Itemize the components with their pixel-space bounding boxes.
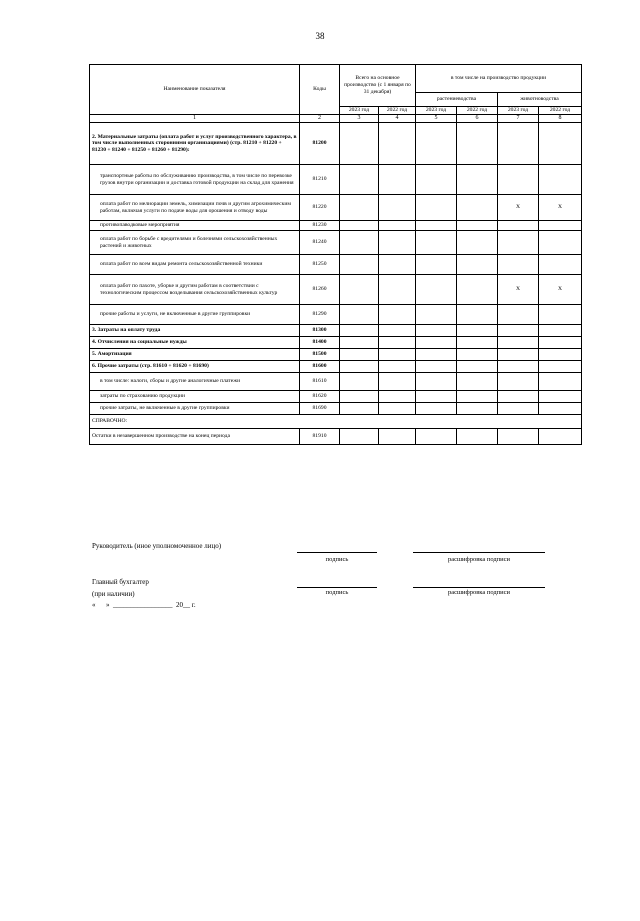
value-cell[interactable] [340,325,379,337]
value-cell[interactable] [539,361,582,373]
head-label: Руководитель (иное уполномоченное лицо) [92,542,222,550]
header-name: Наименование показателя [90,65,300,115]
row-name: Остатки в незавершенном производстве на конец периода [90,429,300,445]
row-code: 81600 [300,361,340,373]
table-row-81260 [90,275,582,305]
page-number: 38 [315,31,325,41]
col-number: 4 [379,115,416,123]
value-cell[interactable] [457,429,498,445]
value-cell[interactable] [498,221,539,231]
value-cell[interactable] [457,391,498,403]
head-sign-caption: подпись [325,556,349,563]
col-number: 8 [539,115,582,123]
value-cell[interactable] [457,195,498,221]
value-cell[interactable] [539,349,582,361]
value-cell[interactable] [340,403,379,415]
reference-title: СПРАВОЧНО: [90,415,582,429]
value-cell[interactable] [457,275,498,305]
row-code: 81300 [300,325,340,337]
table-row-81500 [90,349,582,361]
value-cell[interactable] [457,337,498,349]
table-row-81230 [90,221,582,231]
header-livestock-2023: 2023 год [498,107,539,115]
value-cell[interactable] [498,349,539,361]
table-row-81400 [90,337,582,349]
value-cell[interactable] [416,275,457,305]
row-name: 2. Материальные затраты (оплата работ и услуг производственного характера, в том числе выполненных сторонними организациями) (стр. 81210 + 81220 + 81230 + 81240 + 81250 + 81260 + 81290): [90,123,300,165]
value-cell[interactable] [416,337,457,349]
row-name: оплата работ по борьбе с вредителями и болезнями сельскохозяйственных растений и животных [90,231,300,255]
value-cell[interactable] [340,429,379,445]
value-cell[interactable] [340,123,379,165]
header-livestock: животноводства [498,93,582,107]
value-cell[interactable] [539,123,582,165]
col-number: 7 [498,115,539,123]
header-total-2022: 2022 год [379,107,416,115]
value-cell[interactable] [416,123,457,165]
value-cell[interactable] [416,325,457,337]
value-cell[interactable] [498,403,539,415]
chief-accountant-note: (при наличии) [92,590,135,598]
value-cell[interactable] [379,255,416,275]
row-code: 81240 [300,231,340,255]
value-cell[interactable] [498,391,539,403]
header-crop: растениеводства [416,93,498,107]
value-cell[interactable] [416,391,457,403]
chief-decode-caption: расшифровка подписи [447,589,511,596]
chief-decode-line[interactable] [413,587,545,588]
col-number: 3 [340,115,379,123]
col-number: 2 [300,115,340,123]
head-decode-caption: расшифровка подписи [447,556,511,563]
date-line[interactable]: « » _________________ 20__ г. [92,601,196,609]
value-cell[interactable] [539,391,582,403]
value-cell[interactable] [498,429,539,445]
value-cell[interactable] [457,325,498,337]
value-cell[interactable] [457,403,498,415]
value-cell[interactable] [539,373,582,391]
header-total: Всего на основное производство (с 1 января по 31 декабря) [340,65,416,107]
table-row-81200 [90,123,582,165]
value-cell[interactable] [340,305,379,325]
value-cell[interactable]: X [498,195,539,221]
row-name: оплата работ по мелиорации земель, химизации почв и другим агрохимическим работам, включая услуги по подаче воды для орошения и отводу воды [90,195,300,221]
value-cell[interactable] [457,255,498,275]
row-name: 3. Затраты на оплату труда [90,325,300,337]
value-cell[interactable] [539,403,582,415]
value-cell[interactable] [457,123,498,165]
value-cell[interactable] [498,255,539,275]
chief-sign-line[interactable] [297,587,377,588]
value-cell[interactable] [340,337,379,349]
value-cell[interactable] [340,231,379,255]
header-crop-2022: 2022 год [457,107,498,115]
row-name: 5. Амортизация [90,349,300,361]
header-livestock-2022: 2022 год [539,107,582,115]
value-cell[interactable] [416,429,457,445]
value-cell[interactable] [416,373,457,391]
value-cell[interactable] [539,337,582,349]
table-row-81290 [90,305,582,325]
row-code: 81230 [300,221,340,231]
value-cell[interactable] [379,221,416,231]
value-cell[interactable] [340,195,379,221]
value-cell[interactable] [539,221,582,231]
value-cell[interactable] [539,305,582,325]
head-sign-line[interactable] [297,552,377,553]
table-row-81610 [90,373,582,391]
row-name: оплата работ по пахоте, уборке и другим работам в соответствии с технологическим процессом возделывания сельскохозяйственных культур [90,275,300,305]
row-code: 81620 [300,391,340,403]
value-cell[interactable] [416,361,457,373]
row-name: транспортные работы по обслуживанию производства, в том числе по перевозке грузов внутри организации и доставка готовой продукции на склад для хранения [90,165,300,195]
value-cell[interactable] [539,429,582,445]
value-cell[interactable] [416,349,457,361]
value-cell[interactable] [379,325,416,337]
row-code: 81210 [300,165,340,195]
value-cell[interactable] [416,221,457,231]
row-name: 6. Прочие затраты (стр. 81610 + 81620 + 81690) [90,361,300,373]
value-cell[interactable] [379,337,416,349]
value-cell[interactable] [340,391,379,403]
value-cell[interactable] [379,361,416,373]
value-cell[interactable] [379,429,416,445]
value-cell[interactable] [379,349,416,361]
value-cell[interactable] [379,195,416,221]
header-incl: в том числе на производство продукции [416,65,582,93]
table-row-81210 [90,165,582,195]
value-cell[interactable] [457,349,498,361]
value-cell[interactable] [498,325,539,337]
cost-table [89,64,582,445]
value-cell[interactable] [379,275,416,305]
value-cell[interactable] [340,275,379,305]
table-row-81220 [90,195,582,221]
value-cell[interactable] [340,349,379,361]
row-name: прочие работы и услуги, не включенные в другие группировки [90,305,300,325]
value-cell[interactable] [498,305,539,325]
row-code: 81500 [300,349,340,361]
chief-accountant-label: Главный бухгалтер [92,578,149,586]
value-cell[interactable] [498,165,539,195]
row-name: в том числе: налоги, сборы и другие аналогичные платежи [90,373,300,391]
col-number: 1 [90,115,300,123]
value-cell[interactable] [457,231,498,255]
row-name: противопаводковые мероприятия [90,221,300,231]
head-decode-line[interactable] [413,552,545,553]
value-cell[interactable]: X [539,195,582,221]
value-cell[interactable] [457,305,498,325]
value-cell[interactable] [379,373,416,391]
value-cell[interactable] [379,231,416,255]
value-cell[interactable] [457,361,498,373]
row-code: 81220 [300,195,340,221]
value-cell[interactable] [340,165,379,195]
table-row-81910 [90,429,582,445]
value-cell[interactable] [539,231,582,255]
row-name: затраты по страхованию продукции [90,391,300,403]
value-cell[interactable] [498,231,539,255]
chief-sign-caption: подпись [325,589,349,596]
value-cell[interactable] [416,305,457,325]
value-cell[interactable] [340,255,379,275]
value-cell[interactable] [416,231,457,255]
value-cell[interactable] [340,221,379,231]
value-cell[interactable] [457,221,498,231]
value-cell[interactable] [416,403,457,415]
row-code: 81290 [300,305,340,325]
row-code: 81260 [300,275,340,305]
value-cell[interactable] [498,337,539,349]
value-cell[interactable] [539,165,582,195]
row-name: оплата работ по всем видам ремонта сельскохозяйственной техники [90,255,300,275]
table-row-81690 [90,403,582,415]
value-cell[interactable] [340,361,379,373]
value-cell[interactable] [498,123,539,165]
table-row-81250 [90,255,582,275]
table-row-81600 [90,361,582,373]
header-crop-2023: 2023 год [416,107,457,115]
value-cell[interactable] [498,361,539,373]
column-numbers-row [90,115,582,123]
value-cell[interactable] [457,373,498,391]
value-cell[interactable] [539,325,582,337]
table-row-81300 [90,325,582,337]
row-code: 81250 [300,255,340,275]
value-cell[interactable] [416,195,457,221]
value-cell[interactable] [457,165,498,195]
value-cell[interactable] [340,373,379,391]
row-code: 81910 [300,429,340,445]
col-number: 6 [457,115,498,123]
value-cell[interactable] [416,165,457,195]
value-cell[interactable] [416,255,457,275]
value-cell[interactable] [498,373,539,391]
row-name: прочие затраты, не включенные в другие группировки [90,403,300,415]
value-cell[interactable] [539,255,582,275]
value-cell[interactable] [379,403,416,415]
table-row-81240 [90,231,582,255]
value-cell[interactable]: X [539,275,582,305]
value-cell[interactable]: X [498,275,539,305]
row-code: 81400 [300,337,340,349]
value-cell[interactable] [379,123,416,165]
col-number: 5 [416,115,457,123]
row-code: 81200 [300,123,340,165]
value-cell[interactable] [379,305,416,325]
header-total-2023: 2023 год [340,107,379,115]
row-code: 81690 [300,403,340,415]
table-row-81620 [90,391,582,403]
value-cell[interactable] [379,391,416,403]
row-name: 4. Отчисления на социальные нужды [90,337,300,349]
value-cell[interactable] [379,165,416,195]
row-code: 81610 [300,373,340,391]
header-code: Коды [300,65,340,115]
